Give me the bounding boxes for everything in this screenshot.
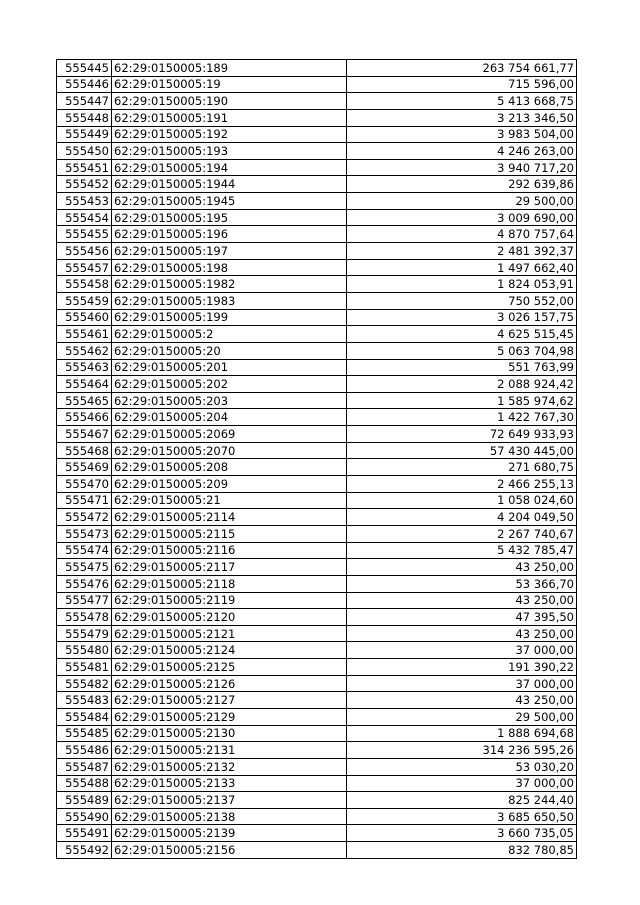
row-id-cell: 555472 — [57, 509, 112, 526]
row-id-cell: 555480 — [57, 642, 112, 659]
cadastral-number-cell: 62:29:0150005:2126 — [112, 675, 347, 692]
row-id-cell: 555465 — [57, 392, 112, 409]
cadastral-number-cell: 62:29:0150005:189 — [112, 60, 347, 77]
cadastral-number-cell: 62:29:0150005:202 — [112, 376, 347, 393]
cadastral-number-cell: 62:29:0150005:19 — [112, 76, 347, 93]
row-id-cell: 555482 — [57, 675, 112, 692]
table-row — [57, 609, 577, 626]
value-cell: 825 244,40 — [347, 792, 577, 809]
row-id-cell: 555484 — [57, 708, 112, 725]
cadastral-value-table — [56, 59, 577, 859]
table-row — [57, 659, 577, 676]
row-id-cell: 555455 — [57, 226, 112, 243]
table-row — [57, 459, 577, 476]
cadastral-number-cell: 62:29:0150005:2130 — [112, 725, 347, 742]
cadastral-number-cell: 62:29:0150005:2118 — [112, 575, 347, 592]
value-cell: 750 552,00 — [347, 292, 577, 309]
table-row — [57, 193, 577, 210]
value-cell: 191 390,22 — [347, 659, 577, 676]
table-row — [57, 625, 577, 642]
value-cell: 43 250,00 — [347, 559, 577, 576]
row-id-cell: 555449 — [57, 126, 112, 143]
value-cell: 1 824 053,91 — [347, 276, 577, 293]
table-row — [57, 842, 577, 859]
table-row — [57, 525, 577, 542]
cadastral-number-cell: 62:29:0150005:209 — [112, 476, 347, 493]
cadastral-number-cell: 62:29:0150005:2139 — [112, 825, 347, 842]
row-id-cell: 555459 — [57, 292, 112, 309]
row-id-cell: 555447 — [57, 93, 112, 110]
value-cell: 37 000,00 — [347, 642, 577, 659]
row-id-cell: 555467 — [57, 426, 112, 443]
value-cell: 47 395,50 — [347, 609, 577, 626]
table-row — [57, 442, 577, 459]
row-id-cell: 555452 — [57, 176, 112, 193]
cadastral-number-cell: 62:29:0150005:208 — [112, 459, 347, 476]
row-id-cell: 555457 — [57, 259, 112, 276]
cadastral-number-cell: 62:29:0150005:194 — [112, 159, 347, 176]
cadastral-number-cell: 62:29:0150005:2133 — [112, 775, 347, 792]
row-id-cell: 555464 — [57, 376, 112, 393]
cadastral-number-cell: 62:29:0150005:2069 — [112, 426, 347, 443]
cadastral-number-cell: 62:29:0150005:2115 — [112, 525, 347, 542]
row-id-cell: 555454 — [57, 209, 112, 226]
row-id-cell: 555453 — [57, 193, 112, 210]
table-row — [57, 226, 577, 243]
row-id-cell: 555462 — [57, 342, 112, 359]
table-row — [57, 476, 577, 493]
cadastral-number-cell: 62:29:0150005:1944 — [112, 176, 347, 193]
table-row — [57, 93, 577, 110]
value-cell: 5 063 704,98 — [347, 342, 577, 359]
cadastral-number-cell: 62:29:0150005:1982 — [112, 276, 347, 293]
value-cell: 4 625 515,45 — [347, 326, 577, 343]
cadastral-number-cell: 62:29:0150005:1983 — [112, 292, 347, 309]
value-cell: 292 639,86 — [347, 176, 577, 193]
row-id-cell: 555481 — [57, 659, 112, 676]
cadastral-number-cell: 62:29:0150005:2129 — [112, 708, 347, 725]
row-id-cell: 555490 — [57, 808, 112, 825]
cadastral-number-cell: 62:29:0150005:2114 — [112, 509, 347, 526]
row-id-cell: 555478 — [57, 609, 112, 626]
value-cell: 4 204 049,50 — [347, 509, 577, 526]
table-row — [57, 243, 577, 260]
table-row — [57, 742, 577, 759]
row-id-cell: 555486 — [57, 742, 112, 759]
cadastral-number-cell: 62:29:0150005:195 — [112, 209, 347, 226]
value-cell: 2 481 392,37 — [347, 243, 577, 260]
table-row — [57, 76, 577, 93]
table-row — [57, 792, 577, 809]
cadastral-number-cell: 62:29:0150005:203 — [112, 392, 347, 409]
value-cell: 2 088 924,42 — [347, 376, 577, 393]
row-id-cell: 555492 — [57, 842, 112, 859]
cadastral-number-cell: 62:29:0150005:198 — [112, 259, 347, 276]
cadastral-number-cell: 62:29:0150005:2 — [112, 326, 347, 343]
value-cell: 1 497 662,40 — [347, 259, 577, 276]
value-cell: 29 500,00 — [347, 708, 577, 725]
row-id-cell: 555460 — [57, 309, 112, 326]
cadastral-number-cell: 62:29:0150005:196 — [112, 226, 347, 243]
cadastral-number-cell: 62:29:0150005:2070 — [112, 442, 347, 459]
table-row — [57, 359, 577, 376]
value-cell: 2 267 740,67 — [347, 525, 577, 542]
cadastral-number-cell: 62:29:0150005:2124 — [112, 642, 347, 659]
value-cell: 37 000,00 — [347, 775, 577, 792]
value-cell: 3 940 717,20 — [347, 159, 577, 176]
table-row — [57, 309, 577, 326]
table-row — [57, 126, 577, 143]
row-id-cell: 555479 — [57, 625, 112, 642]
table-row — [57, 292, 577, 309]
row-id-cell: 555477 — [57, 592, 112, 609]
value-cell: 3 213 346,50 — [347, 109, 577, 126]
value-cell: 271 680,75 — [347, 459, 577, 476]
row-id-cell: 555473 — [57, 525, 112, 542]
cadastral-number-cell: 62:29:0150005:2138 — [112, 808, 347, 825]
table-body — [57, 60, 577, 859]
value-cell: 3 660 735,05 — [347, 825, 577, 842]
row-id-cell: 555451 — [57, 159, 112, 176]
row-id-cell: 555475 — [57, 559, 112, 576]
cadastral-number-cell: 62:29:0150005:2156 — [112, 842, 347, 859]
value-cell: 1 585 974,62 — [347, 392, 577, 409]
value-cell: 43 250,00 — [347, 692, 577, 709]
value-cell: 53 366,70 — [347, 575, 577, 592]
row-id-cell: 555491 — [57, 825, 112, 842]
table-row — [57, 409, 577, 426]
table-row — [57, 143, 577, 160]
table-row — [57, 159, 577, 176]
table-row — [57, 276, 577, 293]
value-cell: 314 236 595,26 — [347, 742, 577, 759]
value-cell: 3 685 650,50 — [347, 808, 577, 825]
cadastral-number-cell: 62:29:0150005:190 — [112, 93, 347, 110]
value-cell: 715 596,00 — [347, 76, 577, 93]
row-id-cell: 555469 — [57, 459, 112, 476]
table-row — [57, 675, 577, 692]
cadastral-number-cell: 62:29:0150005:2127 — [112, 692, 347, 709]
table-row — [57, 775, 577, 792]
row-id-cell: 555450 — [57, 143, 112, 160]
row-id-cell: 555456 — [57, 243, 112, 260]
table-row — [57, 426, 577, 443]
cadastral-number-cell: 62:29:0150005:199 — [112, 309, 347, 326]
row-id-cell: 555445 — [57, 60, 112, 77]
value-cell: 832 780,85 — [347, 842, 577, 859]
value-cell: 263 754 661,77 — [347, 60, 577, 77]
cadastral-number-cell: 62:29:0150005:2132 — [112, 758, 347, 775]
cadastral-number-cell: 62:29:0150005:2119 — [112, 592, 347, 609]
cadastral-number-cell: 62:29:0150005:201 — [112, 359, 347, 376]
value-cell: 5 413 668,75 — [347, 93, 577, 110]
value-cell: 1 422 767,30 — [347, 409, 577, 426]
cadastral-number-cell: 62:29:0150005:204 — [112, 409, 347, 426]
value-cell: 4 870 757,64 — [347, 226, 577, 243]
cadastral-number-cell: 62:29:0150005:1945 — [112, 193, 347, 210]
table-row — [57, 559, 577, 576]
value-cell: 3 009 690,00 — [347, 209, 577, 226]
table-row — [57, 575, 577, 592]
row-id-cell: 555468 — [57, 442, 112, 459]
row-id-cell: 555474 — [57, 542, 112, 559]
value-cell: 551 763,99 — [347, 359, 577, 376]
value-cell: 43 250,00 — [347, 625, 577, 642]
table-row — [57, 176, 577, 193]
table-row — [57, 492, 577, 509]
value-cell: 37 000,00 — [347, 675, 577, 692]
row-id-cell: 555476 — [57, 575, 112, 592]
cadastral-number-cell: 62:29:0150005:2137 — [112, 792, 347, 809]
table-row — [57, 708, 577, 725]
cadastral-number-cell: 62:29:0150005:2120 — [112, 609, 347, 626]
table-row — [57, 725, 577, 742]
value-cell: 2 466 255,13 — [347, 476, 577, 493]
value-cell: 3 983 504,00 — [347, 126, 577, 143]
table-row — [57, 60, 577, 77]
table-row — [57, 209, 577, 226]
row-id-cell: 555471 — [57, 492, 112, 509]
value-cell: 43 250,00 — [347, 592, 577, 609]
table-row — [57, 825, 577, 842]
table-row — [57, 326, 577, 343]
row-id-cell: 555461 — [57, 326, 112, 343]
cadastral-number-cell: 62:29:0150005:2121 — [112, 625, 347, 642]
cadastral-number-cell: 62:29:0150005:2116 — [112, 542, 347, 559]
cadastral-number-cell: 62:29:0150005:2131 — [112, 742, 347, 759]
row-id-cell: 555483 — [57, 692, 112, 709]
table-row — [57, 392, 577, 409]
table-row — [57, 509, 577, 526]
cadastral-number-cell: 62:29:0150005:2125 — [112, 659, 347, 676]
cadastral-number-cell: 62:29:0150005:197 — [112, 243, 347, 260]
cadastral-number-cell: 62:29:0150005:20 — [112, 342, 347, 359]
cadastral-number-cell: 62:29:0150005:2117 — [112, 559, 347, 576]
table-row — [57, 692, 577, 709]
table-row — [57, 808, 577, 825]
value-cell: 72 649 933,93 — [347, 426, 577, 443]
value-cell: 3 026 157,75 — [347, 309, 577, 326]
table-row — [57, 342, 577, 359]
cadastral-number-cell: 62:29:0150005:192 — [112, 126, 347, 143]
row-id-cell: 555448 — [57, 109, 112, 126]
row-id-cell: 555466 — [57, 409, 112, 426]
table-row — [57, 758, 577, 775]
table-row — [57, 592, 577, 609]
table-row — [57, 259, 577, 276]
cadastral-number-cell: 62:29:0150005:21 — [112, 492, 347, 509]
row-id-cell: 555470 — [57, 476, 112, 493]
row-id-cell: 555489 — [57, 792, 112, 809]
value-cell: 1 888 694,68 — [347, 725, 577, 742]
value-cell: 5 432 785,47 — [347, 542, 577, 559]
value-cell: 1 058 024,60 — [347, 492, 577, 509]
value-cell: 29 500,00 — [347, 193, 577, 210]
cadastral-number-cell: 62:29:0150005:191 — [112, 109, 347, 126]
table-row — [57, 109, 577, 126]
row-id-cell: 555487 — [57, 758, 112, 775]
row-id-cell: 555488 — [57, 775, 112, 792]
table-row — [57, 542, 577, 559]
value-cell: 57 430 445,00 — [347, 442, 577, 459]
row-id-cell: 555446 — [57, 76, 112, 93]
value-cell: 4 246 263,00 — [347, 143, 577, 160]
row-id-cell: 555458 — [57, 276, 112, 293]
table-row — [57, 642, 577, 659]
table-row — [57, 376, 577, 393]
row-id-cell: 555463 — [57, 359, 112, 376]
cadastral-number-cell: 62:29:0150005:193 — [112, 143, 347, 160]
row-id-cell: 555485 — [57, 725, 112, 742]
value-cell: 53 030,20 — [347, 758, 577, 775]
